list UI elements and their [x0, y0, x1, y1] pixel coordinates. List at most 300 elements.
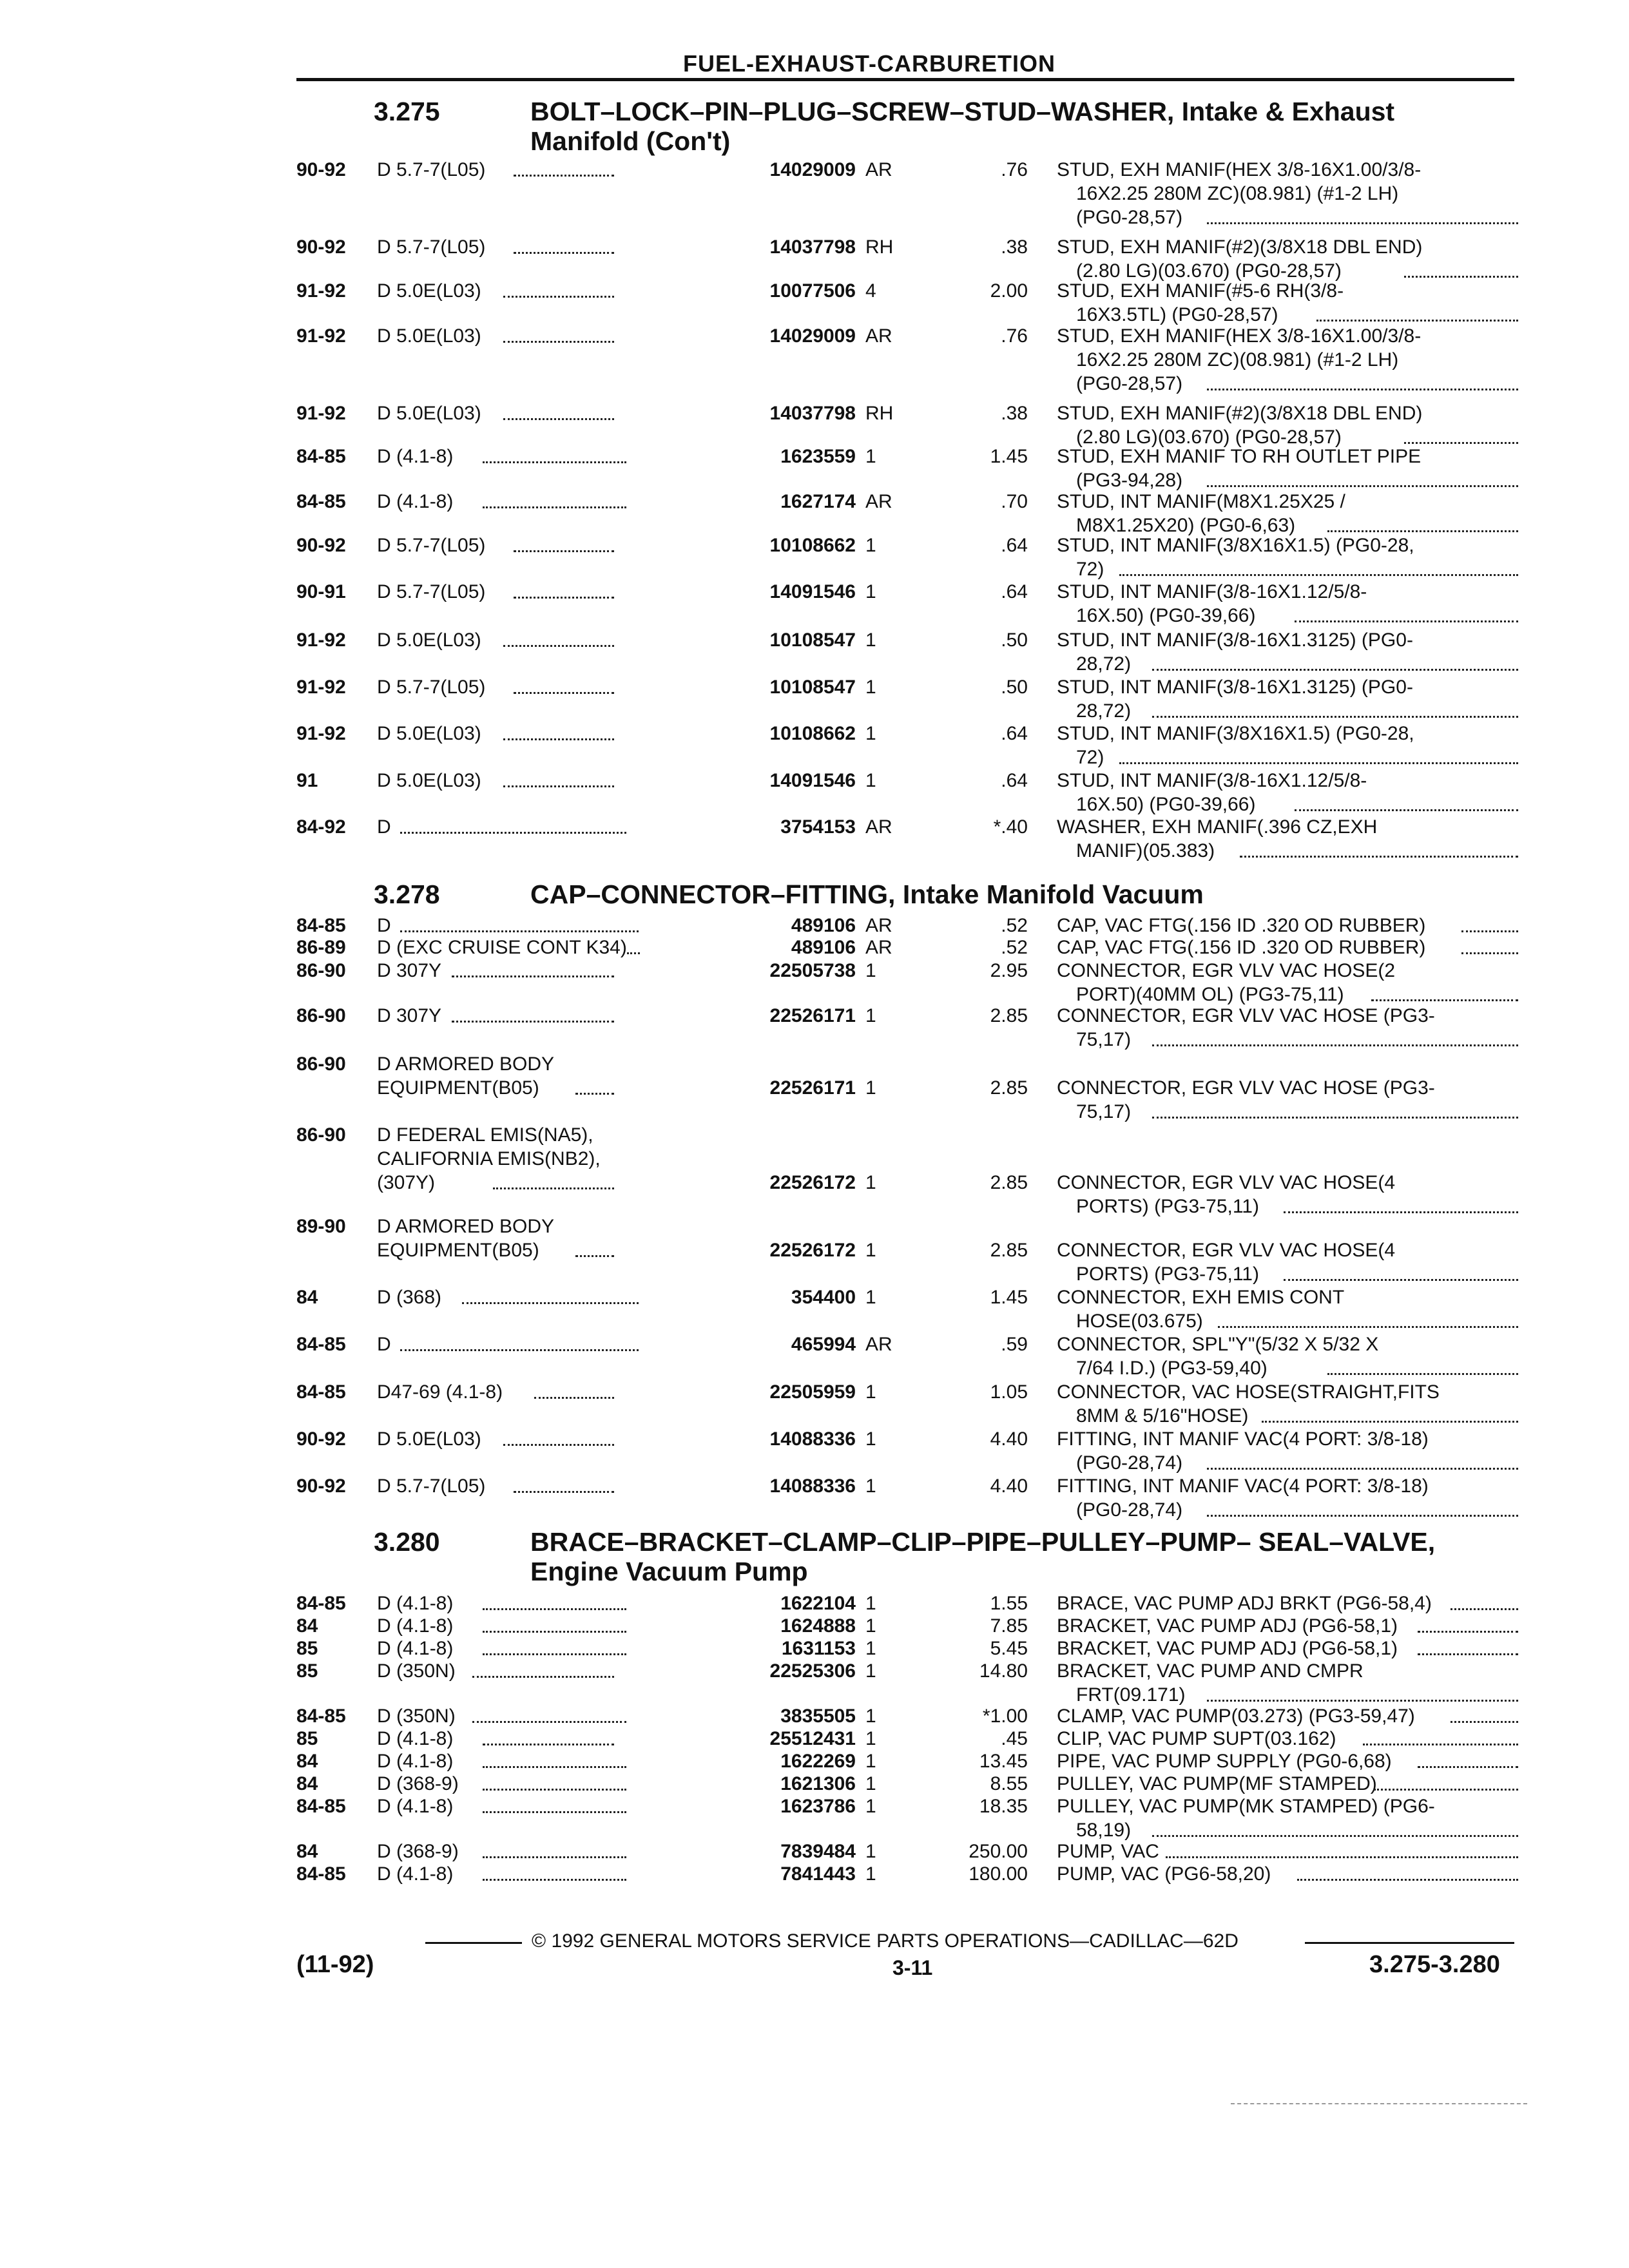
description-line: BRACKET, VAC PUMP ADJ (PG6-58,1) [1057, 1615, 1398, 1637]
quantity: 1 [865, 1841, 876, 1862]
description-dot-leader [1295, 604, 1518, 622]
dot-leader [503, 722, 614, 740]
entry-model: D 5.0E(L03) [377, 723, 481, 744]
entry-years: 86-90 [296, 1053, 346, 1075]
price: .59 [1001, 1334, 1028, 1355]
description-dot-leader [1451, 1591, 1518, 1610]
description-dot-leader [1327, 1356, 1518, 1375]
dot-leader [462, 1285, 639, 1304]
entry-years: 91-92 [296, 629, 346, 651]
entry-years: 91-92 [296, 723, 346, 744]
section-number: 3.275 [374, 97, 440, 126]
entry-years: 86-90 [296, 960, 346, 981]
dot-leader [483, 490, 626, 508]
entry-model: D (4.1-8) [377, 446, 454, 467]
description-dot-leader [1207, 1683, 1518, 1702]
entry-model: D47-69 (4.1-8) [377, 1381, 503, 1403]
description-line: CLAMP, VAC PUMP(03.273) (PG3-59,47) [1057, 1706, 1415, 1727]
entry-model: D 5.7-7(L05) [377, 535, 486, 556]
description-line: STUD, EXH MANIF(#2)(3/8X18 DBL END) [1057, 403, 1423, 424]
description-line: CAP, VAC FTG(.156 ID .320 OD RUBBER) [1057, 915, 1426, 936]
dot-leader [575, 1076, 614, 1095]
description-line: CONNECTOR, EGR VLV VAC HOSE (PG3- [1057, 1077, 1435, 1099]
part-number: 22505959 [769, 1381, 856, 1403]
part-number: 10108662 [769, 723, 856, 744]
description-dot-leader [1461, 914, 1518, 932]
description-line: STUD, INT MANIF(M8X1.25X25 / [1057, 491, 1345, 512]
description-dot-leader [1119, 745, 1518, 764]
price: 18.35 [979, 1796, 1028, 1817]
entry-years: 91-92 [296, 403, 346, 424]
quantity: RH [865, 236, 894, 258]
description-dot-leader [1404, 425, 1518, 444]
quantity: AR [865, 491, 892, 512]
dot-leader [483, 1840, 626, 1858]
entry-model: D (4.1-8) [377, 1728, 454, 1749]
price: .70 [1001, 491, 1028, 512]
dot-leader [503, 401, 614, 420]
entry-years: 84-85 [296, 491, 346, 512]
entry-model: D ARMORED BODY EQUIPMENT(B05) [377, 1053, 555, 1099]
price: 2.00 [990, 280, 1028, 302]
price: 5.45 [990, 1638, 1028, 1659]
part-number: 14029009 [769, 159, 856, 180]
quantity: AR [865, 937, 892, 958]
description-dot-leader [1119, 557, 1518, 576]
description-line: STUD, EXH MANIF(#5-6 RH(3/8- [1057, 280, 1344, 302]
part-number: 7839484 [780, 1841, 856, 1862]
quantity: 1 [865, 1475, 876, 1497]
price: 4.40 [990, 1428, 1028, 1450]
quantity: AR [865, 1334, 892, 1355]
entry-years: 90-92 [296, 236, 346, 258]
price: 8.55 [990, 1773, 1028, 1794]
dot-leader [503, 1427, 614, 1446]
quantity: 1 [865, 1593, 876, 1614]
description-dot-leader [1152, 1100, 1518, 1119]
dot-leader [483, 1727, 614, 1745]
description-line: CONNECTOR, EGR VLV VAC HOSE(4 [1057, 1172, 1396, 1193]
entry-years: 84-85 [296, 1863, 346, 1885]
price: *.40 [993, 816, 1028, 838]
description-line: STUD, INT MANIF(3/8X16X1.5) (PG0-28, [1057, 723, 1414, 744]
entry-model: D (4.1-8) [377, 1796, 454, 1817]
description-line: CAP, VAC FTG(.156 ID .320 OD RUBBER) [1057, 937, 1426, 958]
price: 2.85 [990, 1005, 1028, 1026]
description-line: (PG0-28,74) [1076, 1452, 1183, 1474]
description-line: 58,19) [1076, 1820, 1132, 1841]
description-dot-leader [1207, 1498, 1518, 1517]
part-number: 22525306 [769, 1660, 856, 1682]
dot-leader [472, 1704, 626, 1723]
description-line: 72) [1076, 559, 1104, 580]
dot-leader [472, 1659, 614, 1678]
description-line: BRACE, VAC PUMP ADJ BRKT (PG6-58,4) [1057, 1593, 1432, 1614]
part-number: 354400 [791, 1287, 856, 1308]
entry-model: D 5.7-7(L05) [377, 677, 486, 698]
entry-model: D (4.1-8) [377, 1638, 454, 1659]
quantity: 1 [865, 581, 876, 602]
price: .52 [1001, 937, 1028, 958]
description-line: PUMP, VAC [1057, 1841, 1159, 1862]
dot-leader [575, 1238, 614, 1257]
part-number: 3754153 [780, 816, 856, 838]
entry-model: D (368-9) [377, 1841, 459, 1862]
dot-leader [483, 1772, 626, 1791]
description-line: BRACKET, VAC PUMP ADJ (PG6-58,1) [1057, 1638, 1398, 1659]
part-number: 25512431 [769, 1728, 856, 1749]
dot-leader [483, 1862, 626, 1881]
dot-leader [493, 1171, 614, 1189]
description-line: CONNECTOR, VAC HOSE(STRAIGHT,FITS [1057, 1381, 1440, 1403]
price: 13.45 [979, 1751, 1028, 1772]
description-dot-leader [1240, 839, 1518, 858]
entry-model: D 5.0E(L03) [377, 403, 481, 424]
quantity: 1 [865, 1287, 876, 1308]
dot-leader [627, 936, 640, 954]
description-line: (PG0-28,74) [1076, 1499, 1183, 1521]
description-dot-leader [1295, 793, 1518, 811]
description-line: STUD, INT MANIF(3/8-16X1.12/5/8- [1057, 770, 1367, 791]
description-dot-leader [1418, 1749, 1518, 1768]
price: .64 [1001, 581, 1028, 602]
part-number: 465994 [791, 1334, 856, 1355]
description-dot-leader [1284, 1262, 1518, 1281]
part-number: 7841443 [780, 1863, 856, 1885]
price: .50 [1001, 629, 1028, 651]
dot-leader [483, 1591, 626, 1610]
quantity: AR [865, 159, 892, 180]
entry-years: 90-92 [296, 159, 346, 180]
quantity: 1 [865, 629, 876, 651]
quantity: RH [865, 403, 894, 424]
entry-model: D 5.7-7(L05) [377, 159, 486, 180]
price: 4.40 [990, 1475, 1028, 1497]
part-number: 1623786 [780, 1796, 856, 1817]
description-line: PORT)(40MM OL) (PG3-75,11) [1076, 984, 1344, 1005]
description-line: STUD, INT MANIF(3/8X16X1.5) (PG0-28, [1057, 535, 1414, 556]
part-number: 10108547 [769, 629, 856, 651]
entry-model: D (4.1-8) [377, 1593, 454, 1614]
description-dot-leader [1152, 699, 1518, 718]
description-line: 75,17) [1076, 1029, 1132, 1050]
price: .76 [1001, 159, 1028, 180]
dot-leader [452, 1004, 614, 1023]
part-number: 14037798 [769, 403, 856, 424]
entry-years: 84 [296, 1751, 318, 1772]
description-line: M8X1.25X20) (PG0-6,63) [1076, 515, 1296, 536]
description-line: 28,72) [1076, 700, 1132, 722]
quantity: 1 [865, 1172, 876, 1193]
entry-years: 84-85 [296, 1706, 346, 1727]
quantity: 1 [865, 1796, 876, 1817]
quantity: AR [865, 325, 892, 347]
price: 1.05 [990, 1381, 1028, 1403]
description-line: STUD, INT MANIF(3/8-16X1.3125) (PG0- [1057, 677, 1413, 698]
quantity: 1 [865, 1381, 876, 1403]
entry-years: 84-85 [296, 1796, 346, 1817]
quantity: 1 [865, 1751, 876, 1772]
description-line: (2.80 LG)(03.670) (PG0-28,57) [1076, 260, 1342, 282]
part-number: 3835505 [780, 1706, 856, 1727]
description-line: STUD, EXH MANIF(#2)(3/8X18 DBL END) [1057, 236, 1423, 258]
entry-model: D 307Y [377, 960, 442, 981]
price: 250.00 [969, 1841, 1028, 1862]
description-line: 8MM & 5/16"HOSE) [1076, 1405, 1249, 1427]
entry-model: D 5.0E(L03) [377, 280, 481, 302]
part-number: 14029009 [769, 325, 856, 347]
description-line: FRT(09.171) [1076, 1684, 1186, 1706]
description-dot-leader [1371, 983, 1518, 1001]
price: .38 [1001, 403, 1028, 424]
description-dot-leader [1404, 259, 1518, 278]
part-number: 14088336 [769, 1428, 856, 1450]
description-line: 75,17) [1076, 1101, 1132, 1122]
quantity: AR [865, 915, 892, 936]
part-number: 22526171 [769, 1005, 856, 1026]
description-dot-leader [1284, 1195, 1518, 1213]
section-title: CAP–CONNECTOR–FITTING, Intake Manifold Vacuum [530, 879, 1204, 909]
footer-copyright: © 1992 GENERAL MOTORS SERVICE PARTS OPERATIONS—CADILLAC—62D [532, 1930, 1239, 1952]
entry-years: 84-85 [296, 1593, 346, 1614]
description-line: CLIP, VAC PUMP SUPT(03.162) [1057, 1728, 1336, 1749]
description-line: (2.80 LG)(03.670) (PG0-28,57) [1076, 427, 1342, 448]
description-line: STUD, INT MANIF(3/8-16X1.12/5/8- [1057, 581, 1367, 602]
entry-years: 84 [296, 1773, 318, 1794]
part-number: 1622269 [780, 1751, 856, 1772]
description-dot-leader [1207, 468, 1518, 487]
description-line: (PG0-28,57) [1076, 373, 1183, 394]
entry-years: 89-90 [296, 1216, 346, 1237]
dot-leader [452, 959, 614, 977]
part-number: 1624888 [780, 1615, 856, 1637]
entry-years: 84 [296, 1841, 318, 1862]
price: 7.85 [990, 1615, 1028, 1637]
description-dot-leader [1218, 1309, 1518, 1328]
part-number: 489106 [791, 915, 856, 936]
description-dot-leader [1166, 1840, 1518, 1858]
price: .64 [1001, 535, 1028, 556]
description-line: PORTS) (PG3-75,11) [1076, 1264, 1259, 1285]
description-line: CONNECTOR, EGR VLV VAC HOSE (PG3- [1057, 1005, 1435, 1026]
entry-model: D 5.7-7(L05) [377, 1475, 486, 1497]
entry-model: D (350N) [377, 1706, 456, 1727]
scan-artifact-line [1231, 2103, 1527, 2106]
entry-years: 84 [296, 1615, 318, 1637]
quantity: 1 [865, 677, 876, 698]
quantity: 1 [865, 1240, 876, 1261]
dot-leader [514, 235, 614, 254]
price: .64 [1001, 723, 1028, 744]
price: .76 [1001, 325, 1028, 347]
description-line: BRACKET, VAC PUMP AND CMPR [1057, 1660, 1364, 1682]
footer-page-number: 3-11 [892, 1956, 933, 1979]
part-number: 1627174 [780, 491, 856, 512]
entry-model: D 307Y [377, 1005, 442, 1026]
page-header-title: FUEL-EXHAUST-CARBURETION [683, 50, 1055, 77]
entry-years: 84-85 [296, 915, 346, 936]
dot-leader [503, 279, 614, 298]
quantity: 1 [865, 723, 876, 744]
entry-years: 85 [296, 1728, 318, 1749]
description-line: STUD, EXH MANIF TO RH OUTLET PIPE [1057, 446, 1422, 467]
part-number: 14088336 [769, 1475, 856, 1497]
part-number: 10108662 [769, 535, 856, 556]
dot-leader [514, 675, 614, 694]
entry-years: 85 [296, 1660, 318, 1682]
part-description [1057, 914, 1527, 937]
entry-years: 90-91 [296, 581, 346, 602]
dot-leader [503, 769, 614, 787]
description-dot-leader [1152, 652, 1518, 671]
quantity: 1 [865, 1863, 876, 1885]
quantity: 1 [865, 1005, 876, 1026]
dot-leader [483, 1637, 626, 1655]
description-line: MANIF)(05.383) [1076, 840, 1215, 861]
dot-leader [514, 533, 614, 552]
entry-model: D (350N) [377, 1660, 456, 1682]
description-line: HOSE(03.675) [1076, 1311, 1203, 1332]
description-line: 28,72) [1076, 653, 1132, 675]
description-dot-leader [1262, 1404, 1518, 1423]
price: .38 [1001, 236, 1028, 258]
dot-leader [503, 628, 614, 647]
dot-leader [534, 1380, 614, 1399]
description-line: 16X.50) (PG0-39,66) [1076, 605, 1256, 626]
description-dot-leader [1418, 1614, 1518, 1633]
section-title: BRACE–BRACKET–CLAMP–CLIP–PIPE–PULLEY–PUMP– SEAL–VALVE, Engine Vacuum Pump [530, 1527, 1436, 1586]
section-number: 3.280 [374, 1527, 440, 1557]
description-dot-leader [1207, 1451, 1518, 1470]
quantity: 1 [865, 1428, 876, 1450]
entry-model: D 5.0E(L03) [377, 1428, 481, 1450]
part-number: 1623559 [780, 446, 856, 467]
dot-leader [514, 580, 614, 599]
quantity: 1 [865, 1773, 876, 1794]
description-line: 72) [1076, 747, 1104, 768]
part-number: 22505738 [769, 960, 856, 981]
price: .50 [1001, 677, 1028, 698]
entry-years: 91-92 [296, 280, 346, 302]
footer-section-range: 3.275-3.280 [1369, 1951, 1500, 1978]
entry-model: D (EXC CRUISE CONT K34) [377, 937, 627, 958]
header-rule [296, 78, 1514, 81]
description-line: 16X3.5TL) (PG0-28,57) [1076, 304, 1278, 325]
entry-model: D [377, 1334, 391, 1355]
description-line: (PG3-94,28) [1076, 470, 1183, 491]
price: 1.45 [990, 446, 1028, 467]
price: 2.85 [990, 1172, 1028, 1193]
description-line: PULLEY, VAC PUMP(MF STAMPED) [1057, 1773, 1377, 1794]
description-line: (PG0-28,57) [1076, 207, 1183, 228]
description-dot-leader [1207, 206, 1518, 224]
entry-years: 91 [296, 770, 318, 791]
entry-years: 91-92 [296, 325, 346, 347]
footer-rule-left [425, 1942, 522, 1944]
section-number: 3.278 [374, 879, 440, 909]
entry-model: D 5.0E(L03) [377, 325, 481, 347]
quantity: 1 [865, 1728, 876, 1749]
entry-years: 85 [296, 1638, 318, 1659]
description-line: PIPE, VAC PUMP SUPPLY (PG0-6,68) [1057, 1751, 1392, 1772]
entry-model: D (4.1-8) [377, 491, 454, 512]
description-dot-leader [1316, 303, 1518, 322]
description-line: 16X2.25 280M ZC)(08.981) (#1-2 LH) [1076, 349, 1399, 370]
price: 2.85 [990, 1077, 1028, 1099]
quantity: 1 [865, 1660, 876, 1682]
part-number: 1622104 [780, 1593, 856, 1614]
description-dot-leader [1418, 1637, 1518, 1655]
entry-model: D (368) [377, 1287, 442, 1308]
description-dot-leader [1297, 1862, 1518, 1881]
description-dot-leader [1207, 372, 1518, 390]
quantity: 1 [865, 960, 876, 981]
dot-leader [483, 445, 626, 463]
price: 180.00 [969, 1863, 1028, 1885]
description-line: PORTS) (PG3-75,11) [1076, 1196, 1259, 1217]
description-dot-leader [1152, 1028, 1518, 1046]
dot-leader [514, 158, 614, 177]
description-line: CONNECTOR, SPL"Y"(5/32 X 5/32 X [1057, 1334, 1379, 1355]
quantity: 4 [865, 280, 876, 302]
part-number: 14091546 [769, 581, 856, 602]
part-number: 1631153 [781, 1638, 856, 1659]
dot-leader [514, 1474, 614, 1493]
description-line: FITTING, INT MANIF VAC(4 PORT: 3/8-18) [1057, 1428, 1429, 1450]
price: 2.85 [990, 1240, 1028, 1261]
description-dot-leader [1327, 514, 1518, 532]
dot-leader [400, 1332, 639, 1351]
quantity: 1 [865, 446, 876, 467]
entry-years: 90-92 [296, 535, 346, 556]
dot-leader [400, 815, 626, 834]
dot-leader [483, 1614, 626, 1633]
description-line: 16X2.25 280M ZC)(08.981) (#1-2 LH) [1076, 183, 1399, 204]
description-line: FITTING, INT MANIF VAC(4 PORT: 3/8-18) [1057, 1475, 1429, 1497]
price: 1.55 [990, 1593, 1028, 1614]
entry-years: 86-90 [296, 1124, 346, 1146]
part-number: 14037798 [769, 236, 856, 258]
dot-leader [400, 914, 639, 932]
quantity: 1 [865, 1706, 876, 1727]
entry-years: 84-85 [296, 446, 346, 467]
entry-model: D FEDERAL EMIS(NA5), CALIFORNIA EMIS(NB2), (307Y) [377, 1124, 601, 1193]
description-line: STUD, INT MANIF(3/8-16X1.3125) (PG0- [1057, 629, 1413, 651]
entry-model: D (4.1-8) [377, 1615, 454, 1637]
entry-model: D (4.1-8) [377, 1863, 454, 1885]
entry-years: 84-85 [296, 1334, 346, 1355]
description-dot-leader [1374, 1772, 1518, 1791]
description-line: CONNECTOR, EGR VLV VAC HOSE(2 [1057, 960, 1396, 981]
description-line: PULLEY, VAC PUMP(MK STAMPED) (PG6- [1057, 1796, 1435, 1817]
part-description [1057, 936, 1527, 959]
part-number: 14091546 [769, 770, 856, 791]
description-line: STUD, EXH MANIF(HEX 3/8-16X1.00/3/8- [1057, 159, 1422, 180]
description-line: PUMP, VAC (PG6-58,20) [1057, 1863, 1271, 1885]
description-line: 16X.50) (PG0-39,66) [1076, 794, 1256, 815]
quantity: 1 [865, 1077, 876, 1099]
description-line: STUD, EXH MANIF(HEX 3/8-16X1.00/3/8- [1057, 325, 1422, 347]
entry-years: 91-92 [296, 677, 346, 698]
part-number: 1621306 [780, 1773, 856, 1794]
description-line: CONNECTOR, EXH EMIS CONT [1057, 1287, 1345, 1308]
entry-model: D (368-9) [377, 1773, 459, 1794]
entry-years: 86-90 [296, 1005, 346, 1026]
quantity: 1 [865, 1615, 876, 1637]
entry-model: D ARMORED BODY EQUIPMENT(B05) [377, 1216, 555, 1261]
entry-model: D [377, 915, 391, 936]
entry-years: 90-92 [296, 1428, 346, 1450]
